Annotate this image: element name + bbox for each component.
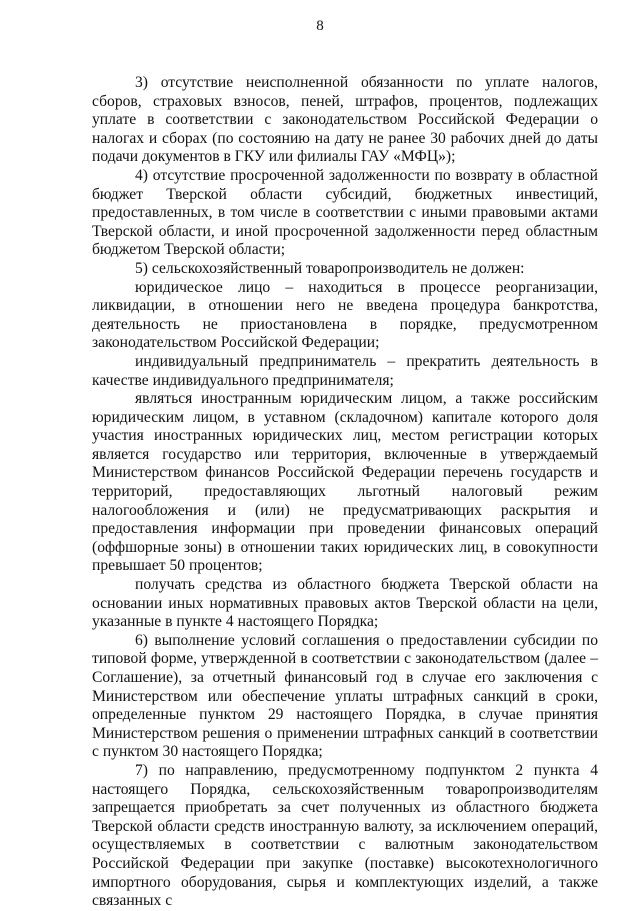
paragraph-other-funds: получать средства из областного бюджета Тверской области на основании иных нормативных правовых актов Тверской области на цели, указанные в пункте 4 настоящего Порядка; bbox=[92, 576, 598, 631]
document-body bbox=[92, 74, 598, 911]
paragraph-item-7: 7) по направлению, предусмотренному подпунктом 2 пункта 4 настоящего Порядка, сельскохозяйственным товаропроизводителям запрещается приобретать за счет полученных из областного бюджета Тверской области средств иностранную валюту, за исключением операций, осуществляемых в соответствии с валютным законодательством Российской Федерации при закупке (поставке) высокотехнологичного импортного оборудования, сырья и комплектующих изделий, а также связанных с bbox=[92, 761, 598, 910]
page-number: 8 bbox=[316, 18, 324, 34]
paragraph-item-4: 4) отсутствие просроченной задолженности по возврату в областной бюджет Тверской области субсидий, бюджетных инвестиций, предоставленных, в том числе в соответствии с иными правовыми актами Тверской области, и иной просроченной задолженности перед областным бюджетом Тверской области; bbox=[92, 166, 598, 259]
paragraph-legal-entity: юридическое лицо – находиться в процессе реорганизации, ликвидации, в отношении него не введена процедура банкротства, деятельность не приостановлена в порядке, предусмотренном законодательством Российской Федерации; bbox=[92, 278, 598, 352]
paragraph-item-6: 6) выполнение условий соглашения о предоставлении субсидии по типовой форме, утвержденной в соответствии с законодательством (далее – Соглашение), за отчетный финансовый год в случае его заключения с Министерством или обеспечение уплаты штрафных санкций в сроки, определенные пунктом 29 настоящего Порядка, в случае принятия Министерством решения о применении штрафных санкций в соответствии с пунктом 30 настоящего Порядка; bbox=[92, 631, 598, 761]
paragraph-foreign-entity: являться иностранным юридическим лицом, а также российским юридическим лицом, в уставном (складочном) капитале которого доля участия иностранных юридических лиц, местом регистрации которых является государство или территория, включенные в утверждаемый Министерством финансов Российской Федерации перечень государств и территорий, предоставляющих льготный налоговый режим налогообложения и (или) не предусматривающих раскрытия и предоставления информации при проведении финансовых операций (оффшорные зоны) в отношении таких юридических лиц, в совокупности превышает 50 процентов; bbox=[92, 390, 598, 575]
paragraph-item-3: 3) отсутствие неисполненной обязанности по уплате налогов, сборов, страховых взносов, пеней, штрафов, процентов, подлежащих уплате в соответствии с законодательством Российской Федерации о налогах и сборах (по состоянию на дату не ранее 30 рабочих дней до даты подачи документов в ГКУ или филиалы ГАУ «МФЦ»); bbox=[92, 74, 598, 166]
paragraph-item-5: 5) сельскохозяйственный товаропроизводитель не должен: bbox=[135, 259, 525, 277]
paragraph-individual-entrepreneur: индивидуальный предприниматель – прекратить деятельность в качестве индивидуального предпринимателя; bbox=[92, 352, 598, 389]
